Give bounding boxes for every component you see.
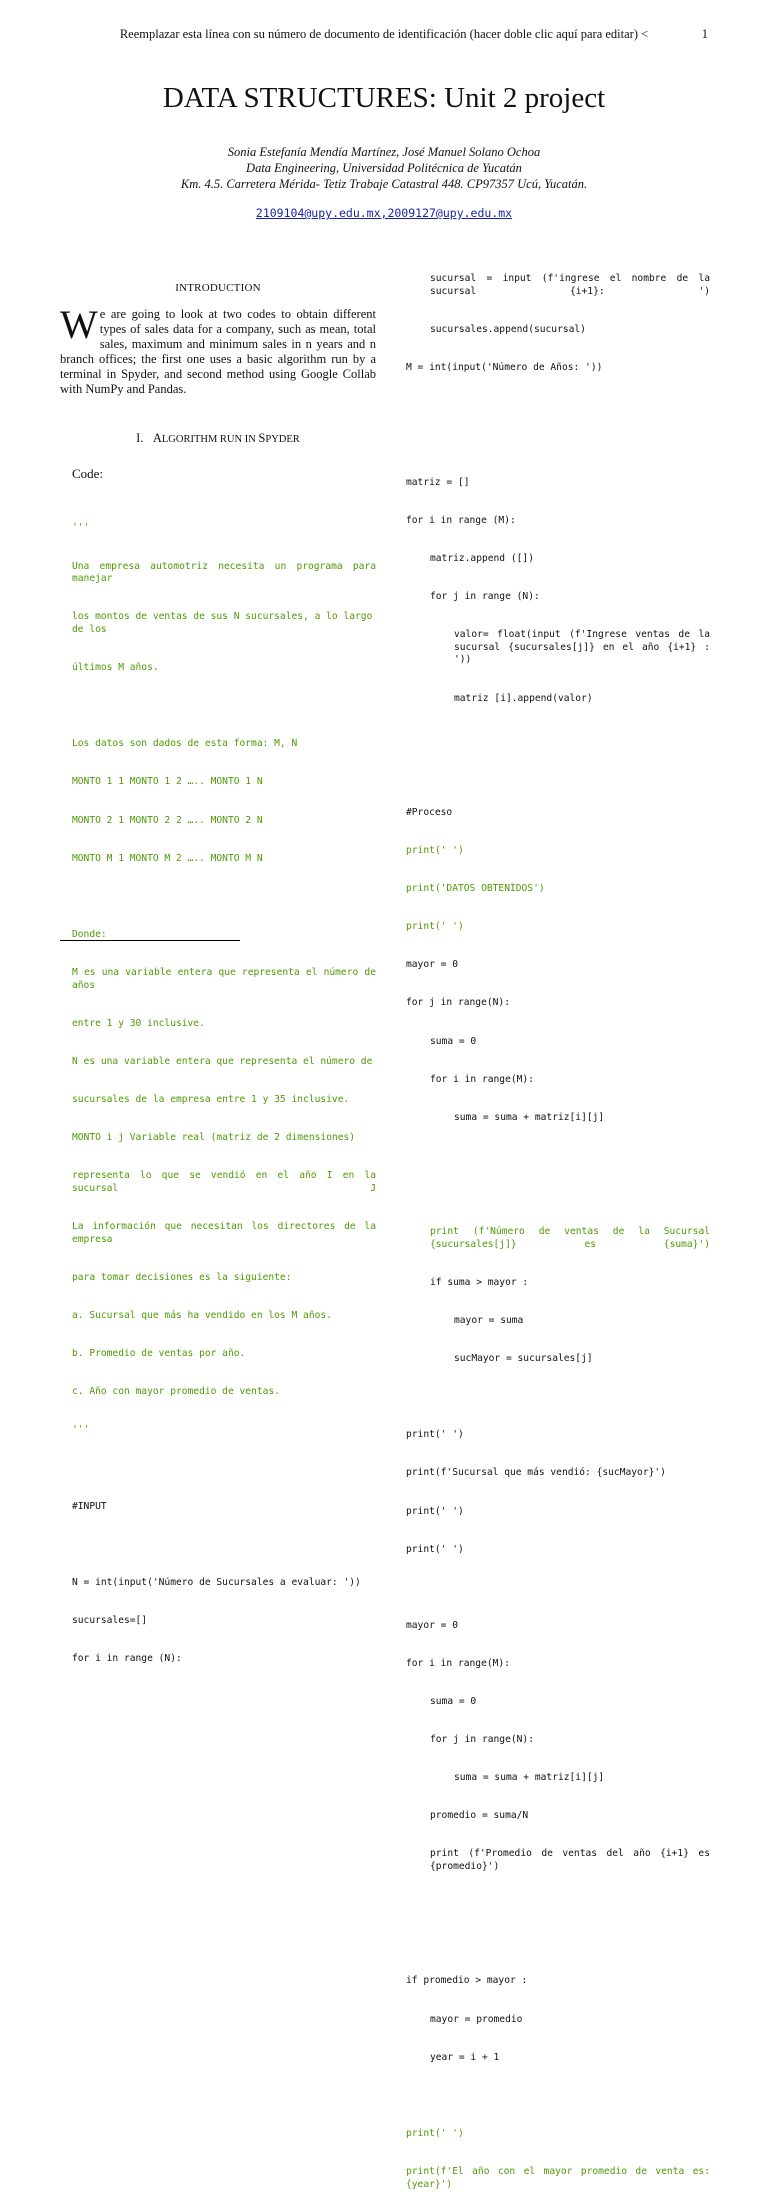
code-line: MONTO M 1 MONTO M 2 ….. MONTO M N xyxy=(72,852,263,864)
code-line: mayor = suma xyxy=(454,1314,524,1326)
code-line xyxy=(394,1188,710,1201)
code-line: print(' ') xyxy=(406,1505,464,1517)
code-line: MONTO 1 1 MONTO 1 2 ….. MONTO 1 N xyxy=(72,776,263,788)
paper-title: DATA STRUCTURES: Unit 2 project xyxy=(162,82,606,114)
code-line xyxy=(394,400,710,413)
code-line: suma = suma + matriz[i][j] xyxy=(454,1772,605,1784)
code-line: los montos de ventas de sus N sucursales, a lo largo de los xyxy=(72,611,379,636)
code-line: mayor = 0 xyxy=(406,1619,458,1631)
code-line: print (f'Promedio de ventas del año {i+1} es {promedio}') xyxy=(430,1848,716,1873)
code-line: Donde: xyxy=(72,928,107,940)
code-line xyxy=(394,731,710,744)
page-number: 1 xyxy=(701,27,708,41)
code-line xyxy=(394,1582,710,1595)
author-emails-link[interactable]: 2109104@upy.edu.mx,2009127@upy.edu.mx xyxy=(255,206,513,220)
code-line: últimos M años. xyxy=(72,662,159,674)
code-line: print(f'El año con el mayor promedio de venta es: {year}') xyxy=(406,2166,716,2190)
code-line: N es una variable entera que representa el número de xyxy=(72,1055,373,1067)
author-names: Sonia Estefanía Mendía Martínez, José Manuel Solano Ochoa xyxy=(227,145,541,159)
author-department: Data Engineering, Universidad Politécnica de Yucatán xyxy=(246,161,522,175)
code-line: valor= float(input (f'Ingrese ventas de la sucursal {sucursales[j]} en el año {i+1} : ')) xyxy=(454,629,716,666)
code-line: La información que necesitan los directores de la empresa xyxy=(72,1221,382,1245)
code-line: print('DATOS OBTENIDOS') xyxy=(406,883,545,895)
code-line: sucursales.append(sucursal) xyxy=(430,324,586,336)
code-line: c. Año con mayor promedio de ventas. xyxy=(72,1386,280,1398)
footnote-separator xyxy=(60,940,240,941)
section-heading-b: LGORITHM RUN IN xyxy=(161,434,259,445)
code-line: #Proceso xyxy=(406,806,453,818)
code-line: print(f'Sucursal que más vendió: {sucMayor}') xyxy=(406,1467,666,1479)
code-line xyxy=(394,1150,710,1163)
code-line: suma = suma + matriz[i][j] xyxy=(454,1111,605,1123)
code-line: print(' ') xyxy=(406,2127,464,2139)
code-line: suma = 0 xyxy=(430,1035,477,1047)
drop-cap: W xyxy=(60,302,98,347)
code-block-right xyxy=(394,248,716,2204)
code-line: print(' ') xyxy=(406,1429,464,1441)
code-line xyxy=(394,1899,710,1912)
code-line: para tomar decisiones es la siguiente: xyxy=(72,1271,292,1283)
code-line: MONTO i j Variable real (matriz de 2 dimensiones) xyxy=(72,1132,356,1144)
code-line: Una empresa automotriz necesita un programa para manejar xyxy=(72,560,382,585)
code-line: sucursales de la empresa entre 1 y 35 inclusive. xyxy=(72,1094,350,1106)
code-line: representa lo que se vendió en el año I en la sucursal J xyxy=(72,1170,382,1194)
section-heading-a: A xyxy=(152,431,162,445)
code-line: for i in range(M): xyxy=(430,1073,534,1085)
code-line: M = int(input('Número de Años: ')) xyxy=(406,362,603,374)
code-line xyxy=(394,439,710,452)
code-line xyxy=(60,1539,376,1552)
code-line xyxy=(394,2090,710,2103)
code-line: matriz = [] xyxy=(406,476,470,488)
section-heading-c: S xyxy=(258,431,266,445)
code-line: matriz.append ([]) xyxy=(430,552,534,564)
code-line: print(' ') xyxy=(406,844,464,856)
introduction-text: e are going to look at two codes to obtain different types of sales data for a company, such as mean, total sales, maximum and minimum sales in n years and n branch offices; the first one uses a basic algorithm run by a terminal in Spyder, and second method using Google Collab with NumPy and Pandas. xyxy=(60,307,376,396)
code-line: for j in range(N): xyxy=(406,997,510,1009)
code-line: M es una variable entera que representa el número de años xyxy=(72,966,382,991)
introduction-paragraph xyxy=(60,302,376,397)
code-line: print(' ') xyxy=(406,921,464,933)
code-line: print(' ') xyxy=(406,1543,464,1555)
code-line: print (f'Número de ventas de la Sucursal {sucursales[j]} es {suma}') xyxy=(430,1226,716,1250)
code-line: N = int(input('Número de Sucursales a evaluar: ')) xyxy=(72,1576,361,1588)
code-line xyxy=(60,700,376,713)
code-line: promedio = suma/N xyxy=(430,1810,529,1822)
code-line xyxy=(60,1462,376,1475)
code-line: sucursales=[] xyxy=(72,1614,148,1626)
code-line: ''' xyxy=(72,1424,90,1436)
code-line xyxy=(60,891,376,904)
section-heading xyxy=(60,431,376,446)
code-line: if suma > mayor : xyxy=(430,1276,529,1288)
code-line: if promedio > mayor : xyxy=(406,1975,528,1987)
author-address: Km. 4.5. Carretera Mérida- Tetiz Trabaje Catastral 448. CP97357 Ucú, Yucatán. xyxy=(180,177,588,191)
code-line: ''' xyxy=(72,522,90,534)
code-line: matriz [i].append(valor) xyxy=(454,692,593,704)
introduction-heading: INTRODUCTION xyxy=(175,282,261,294)
code-line: a. Sucursal que más ha vendido en los M años. xyxy=(72,1309,332,1321)
code-line: b. Promedio de ventas por año. xyxy=(72,1348,246,1360)
code-line: for i in range(M): xyxy=(406,1657,510,1669)
section-numeral: I. xyxy=(136,431,144,445)
code-line: mayor = promedio xyxy=(430,2013,523,2025)
code-line: Los datos son dados de esta forma: M, N xyxy=(72,738,298,750)
code-line: for j in range(N): xyxy=(430,1734,534,1746)
code-line: for i in range (N): xyxy=(72,1652,182,1664)
code-line: year = i + 1 xyxy=(430,2051,500,2063)
section-heading-d: PYDER xyxy=(265,434,300,445)
code-line: mayor = 0 xyxy=(406,959,458,971)
code-line: sucursal = input (f'ingrese el nombre de la sucursal {i+1}: ') xyxy=(430,273,716,298)
code-line: sucMayor = sucursales[j] xyxy=(454,1353,593,1365)
code-block-left xyxy=(60,497,382,1678)
code-line: for i in range (M): xyxy=(406,514,516,526)
code-line: suma = 0 xyxy=(430,1696,477,1708)
code-line xyxy=(394,769,710,782)
code-line: MONTO 2 1 MONTO 2 2 ….. MONTO 2 N xyxy=(72,814,263,826)
code-line: #INPUT xyxy=(72,1500,107,1512)
code-line xyxy=(394,1391,710,1404)
code-line: for j in range (N): xyxy=(430,590,540,602)
code-line: entre 1 y 30 inclusive. xyxy=(72,1017,205,1029)
code-label: Code: xyxy=(72,466,104,481)
code-line xyxy=(394,1937,710,1950)
page-header[interactable]: Reemplazar esta línea con su número de documento de identificación (hacer doble clic aquí para editar) < xyxy=(119,27,649,41)
